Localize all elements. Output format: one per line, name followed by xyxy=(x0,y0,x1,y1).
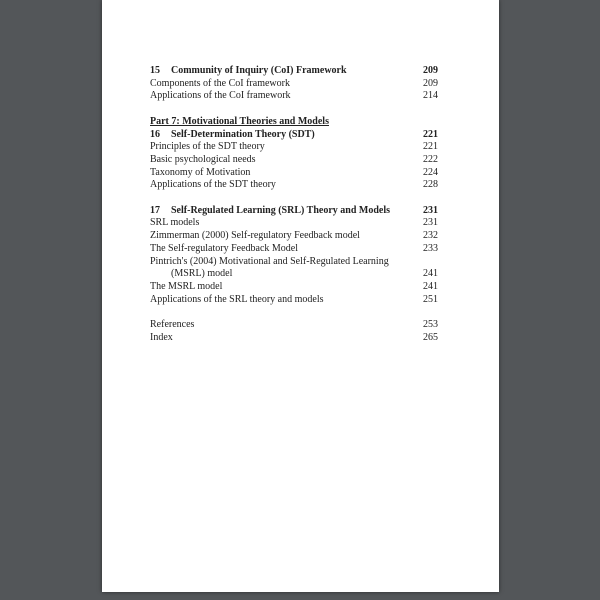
page-number: 224 xyxy=(423,166,438,178)
page-number: 233 xyxy=(423,242,438,254)
chapter-number: 16 xyxy=(150,128,160,140)
entry-title: Principles of the SDT theory xyxy=(150,141,265,153)
entry-title: SRL models xyxy=(150,217,200,229)
page-number: 221 xyxy=(423,141,438,153)
toc-entry[interactable] xyxy=(150,154,438,167)
entry-title: Zimmerman (2000) Self-regulatory Feedback model xyxy=(150,230,360,242)
entry-title-continued: (MSRL) model xyxy=(171,268,233,280)
chapter-title: Community of Inquiry (CoI) Framework xyxy=(171,65,347,76)
entry-title: The Self-regulatory Feedback Model xyxy=(150,242,299,254)
entry-title: Taxonomy of Motivation xyxy=(150,166,251,178)
page-number: 209 xyxy=(423,65,438,76)
toc-entry[interactable] xyxy=(150,167,438,180)
entry-title: Components of the CoI framework xyxy=(150,77,290,89)
toc-chapter-16[interactable] xyxy=(150,129,438,142)
toc-entry[interactable] xyxy=(150,243,438,256)
entry-title: Basic psychological needs xyxy=(150,153,256,165)
toc-entry-multiline[interactable] xyxy=(150,256,438,269)
page-number: 253 xyxy=(423,319,438,331)
page-number: 241 xyxy=(423,280,438,292)
page-number: 265 xyxy=(423,331,438,343)
table-of-contents xyxy=(150,65,438,344)
page-number: 221 xyxy=(423,128,438,140)
toc-chapter-17[interactable] xyxy=(150,205,438,218)
toc-chapter-15[interactable] xyxy=(150,65,438,78)
entry-title: Index xyxy=(150,331,173,343)
entry-title: Applications of the SRL theory and models xyxy=(150,293,324,305)
toc-part-heading xyxy=(150,116,438,129)
toc-entry[interactable] xyxy=(150,179,438,192)
toc-entry-continuation[interactable] xyxy=(150,268,438,281)
toc-entry[interactable] xyxy=(150,217,438,230)
document-page xyxy=(102,0,499,592)
part-title: Part 7: Motivational Theories and Models xyxy=(150,115,329,127)
chapter-title: Self-Determination Theory (SDT) xyxy=(171,128,315,140)
toc-index[interactable] xyxy=(150,332,438,345)
entry-title: The MSRL model xyxy=(150,280,223,292)
entry-title: Pintrich's (2004) Motivational and Self-Regulated Learning xyxy=(150,255,389,267)
toc-entry[interactable] xyxy=(150,141,438,154)
page-number: 222 xyxy=(423,153,438,165)
toc-entry[interactable] xyxy=(150,90,438,103)
page-number: 231 xyxy=(423,204,438,216)
toc-entry[interactable] xyxy=(150,78,438,91)
page-number: 231 xyxy=(423,217,438,229)
page-number: 241 xyxy=(423,268,438,280)
toc-references[interactable] xyxy=(150,319,438,332)
toc-entry[interactable] xyxy=(150,281,438,294)
toc-entry[interactable] xyxy=(150,230,438,243)
entry-title: Applications of the CoI framework xyxy=(150,90,291,102)
toc-entry[interactable] xyxy=(150,294,438,307)
chapter-number: 15 xyxy=(150,65,160,76)
chapter-title: Self-Regulated Learning (SRL) Theory and Models xyxy=(171,204,390,216)
entry-title: References xyxy=(150,319,195,331)
page-number: 209 xyxy=(423,77,438,89)
page-number: 251 xyxy=(423,293,438,305)
page-number: 232 xyxy=(423,230,438,242)
page-number: 214 xyxy=(423,90,438,102)
entry-title: Applications of the SDT theory xyxy=(150,179,276,191)
page-number: 228 xyxy=(423,179,438,191)
chapter-number: 17 xyxy=(150,204,160,216)
